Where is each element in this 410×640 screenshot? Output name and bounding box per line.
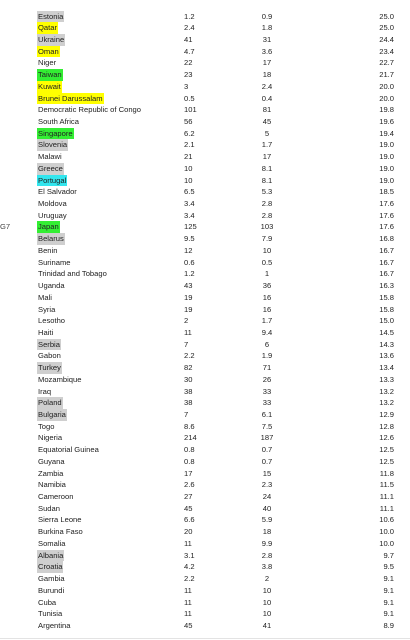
value-col-3: 10.0 [379,527,394,537]
value-col-3: 12.5 [379,456,394,466]
country-name: Tunisia [38,609,63,619]
value-col-2: 16 [262,292,272,302]
value-col-2: 6.1 [261,409,273,419]
value-col-2: 0.7 [261,456,273,466]
country-name: Sierra Leone [38,515,82,525]
country-name: Bulgaria [38,409,66,419]
value-col-3: 9.1 [383,574,394,584]
value-col-2: 41 [262,620,272,630]
value-col-2: 9.9 [261,538,273,548]
country-name: Singapore [38,128,73,138]
country-name: Croatia [38,562,63,572]
country-name: Lesotho [38,316,66,326]
value-col-1: 4.7 [184,46,195,56]
table-row [0,339,410,351]
table-row [0,163,410,175]
value-col-1: 125 [184,222,197,232]
table-row [0,397,410,409]
value-col-1: 11 [184,597,192,607]
value-col-2: 10 [262,609,272,619]
country-name: Iraq [38,386,52,396]
country-name: Gambia [38,574,65,584]
value-col-3: 16.7 [379,257,394,267]
value-col-3: 9.1 [383,597,394,607]
country-name: Uganda [38,281,65,291]
value-col-2: 17 [262,58,272,68]
table-row [0,304,410,316]
value-col-1: 45 [184,503,193,513]
value-col-3: 11.1 [379,492,394,502]
table-row [0,409,410,421]
value-col-3: 24.4 [379,34,394,44]
table-row [0,233,410,245]
value-col-1: 1.2 [184,269,195,279]
value-col-2: 33 [262,398,272,408]
table-row [0,526,410,538]
value-col-3: 17.6 [379,222,394,232]
value-col-3: 9.7 [383,550,394,560]
country-name: Argentina [38,620,71,630]
value-col-3: 25.0 [379,11,394,21]
country-name: Niger [38,58,57,68]
country-name: Ukraine [38,34,65,44]
value-col-1: 2.2 [184,574,195,584]
value-col-2: 26 [262,374,272,384]
table-row [0,221,410,233]
value-col-1: 21 [184,152,193,162]
value-col-3: 25.0 [379,23,394,33]
value-col-3: 19.0 [379,140,394,150]
value-col-3: 12.9 [379,409,394,419]
value-col-3: 13.2 [379,398,394,408]
value-col-1: 0.6 [184,257,195,267]
value-col-3: 19.0 [379,163,394,173]
table-row [0,280,410,292]
value-col-2: 17 [262,152,272,162]
country-name: Albania [38,550,64,560]
value-col-2: 0.7 [261,445,273,455]
value-col-1: 10 [184,175,193,185]
country-name: Somalia [38,538,66,548]
country-name: Equatorial Guinea [38,445,99,455]
value-col-3: 8.9 [383,620,394,630]
table-row [0,315,410,327]
value-col-1: 82 [184,363,193,373]
value-col-2: 24 [262,492,272,502]
value-col-1: 7 [184,409,189,419]
country-name: Turkey [38,363,61,373]
table-row [0,444,410,456]
value-col-3: 13.6 [379,351,394,361]
value-col-3: 16.7 [379,245,394,255]
value-col-1: 3.1 [184,550,195,560]
value-col-3: 11.1 [379,503,394,513]
value-col-3: 19.4 [379,128,394,138]
country-name: Serbia [38,339,60,349]
value-col-2: 16 [262,304,272,314]
value-col-3: 9.1 [383,585,394,595]
country-name: Qatar [38,23,57,33]
value-col-1: 20 [184,527,193,537]
value-col-2: 0.9 [261,11,273,21]
value-col-1: 0.8 [184,445,195,455]
country-name: Moldova [38,199,67,209]
value-col-2: 15 [262,468,272,478]
table-row [0,257,410,269]
value-col-1: 4.2 [184,562,195,572]
value-col-3: 12.6 [379,433,394,443]
value-col-3: 10.0 [379,538,394,548]
value-col-1: 17 [184,468,193,478]
value-col-3: 11.5 [379,480,394,490]
table-row [0,608,410,620]
value-col-1: 2.6 [184,480,195,490]
table-row [0,456,410,468]
table-row [0,34,410,46]
country-name: Zambia [38,468,64,478]
table-row [0,479,410,491]
value-col-1: 38 [184,386,193,396]
table-row [0,585,410,597]
table-row [0,116,410,128]
table-row [0,432,410,444]
country-name: Burundi [38,585,65,595]
value-col-3: 13.3 [379,374,394,384]
country-name: Namibia [38,480,66,490]
value-col-2: 45 [262,116,272,126]
value-col-3: 20.0 [379,81,394,91]
table-row [0,11,410,23]
country-name: Syria [38,304,56,314]
table-row [0,268,410,280]
value-col-2: 1 [264,269,270,279]
country-name: Uruguay [38,210,67,220]
country-name: Taiwan [38,70,62,80]
country-name: Togo [38,421,55,431]
country-name: El Salvador [38,187,77,197]
value-col-3: 11.8 [379,468,394,478]
value-col-1: 6.6 [184,515,195,525]
value-col-3: 15.0 [379,316,394,326]
value-col-1: 6.2 [184,128,195,138]
value-col-1: 45 [184,620,193,630]
country-name: Slovenia [38,140,68,150]
country-name: Guyana [38,456,65,466]
table-row [0,597,410,609]
table-row [0,292,410,304]
table-row [0,573,410,585]
value-col-3: 15.8 [379,304,394,314]
value-col-3: 17.6 [379,210,394,220]
value-col-2: 81 [262,105,272,115]
table-row [0,561,410,573]
table-row [0,139,410,151]
country-name: Portugal [38,175,67,185]
value-col-2: 10 [262,597,272,607]
value-col-1: 0.8 [184,456,195,466]
value-col-2: 2.8 [261,550,273,560]
value-col-3: 19.8 [379,105,394,115]
table-row [0,421,410,433]
value-col-3: 21.7 [379,70,394,80]
value-col-2: 9.4 [261,327,273,337]
value-col-1: 19 [184,304,193,314]
table-row [0,538,410,550]
country-name: Malawi [38,152,62,162]
value-col-1: 11 [184,327,192,337]
value-col-1: 11 [184,585,192,595]
value-col-1: 101 [184,105,197,115]
value-col-1: 2.1 [184,140,195,150]
value-col-1: 30 [184,374,193,384]
value-col-3: 14.3 [379,339,394,349]
value-col-3: 15.8 [379,292,394,302]
country-name: Cuba [38,597,57,607]
value-col-3: 13.4 [379,363,394,373]
table-row [0,81,410,93]
value-col-2: 36 [262,281,272,291]
country-name: Benin [38,245,58,255]
value-col-1: 2.4 [184,23,195,33]
table-row [0,198,410,210]
table-row [0,468,410,480]
table-row [0,69,410,81]
value-col-2: 103 [260,222,274,232]
country-name: Democratic Republic of Congo [38,105,141,115]
value-col-3: 20.0 [379,93,394,103]
value-col-3: 12.5 [379,445,394,455]
value-col-1: 27 [184,492,193,502]
country-name: Trinidad and Tobago [38,269,107,279]
table-row [0,386,410,398]
value-col-2: 2.4 [261,81,273,91]
value-col-2: 40 [262,503,272,513]
value-col-2: 7.9 [261,234,273,244]
country-name: Burkina Faso [38,527,83,537]
table-row [0,57,410,69]
table-row [0,362,410,374]
table-row [0,128,410,140]
country-name: Haiti [38,327,54,337]
value-col-1: 3 [184,81,189,91]
group-label: G7 [0,222,11,232]
value-col-1: 3.4 [184,199,195,209]
value-col-1: 11 [184,609,192,619]
value-col-2: 2.3 [261,480,273,490]
value-col-1: 2 [184,316,189,326]
country-name: Suriname [38,257,71,267]
value-col-1: 2.2 [184,351,195,361]
value-col-1: 56 [184,116,193,126]
value-col-2: 5.3 [261,187,273,197]
value-col-2: 10 [262,245,272,255]
value-col-2: 1.8 [261,23,273,33]
value-col-1: 43 [184,281,193,291]
country-name: South Africa [38,116,79,126]
value-col-3: 19.0 [379,175,394,185]
value-col-2: 0.5 [261,257,273,267]
table-row [0,514,410,526]
bottom-border [0,638,410,639]
value-col-2: 8.1 [261,175,273,185]
table-row [0,350,410,362]
value-col-2: 2.8 [261,210,273,220]
value-col-3: 9.5 [383,562,394,572]
value-col-2: 18 [262,70,272,80]
country-name: Gabon [38,351,61,361]
value-col-3: 16.3 [379,281,394,291]
table-row [0,620,410,632]
value-col-2: 5.9 [261,515,273,525]
value-col-2: 1.7 [261,316,273,326]
value-col-3: 16.7 [379,269,394,279]
value-col-1: 19 [184,292,193,302]
value-col-3: 22.7 [379,58,394,68]
table-row [0,186,410,198]
value-col-2: 0.4 [261,93,273,103]
value-col-3: 9.1 [383,609,394,619]
country-name: Estonia [38,11,64,21]
value-col-3: 12.8 [379,421,394,431]
table-row [0,245,410,257]
table-row [0,175,410,187]
country-name: Nigeria [38,433,63,443]
value-col-1: 22 [184,58,193,68]
value-col-2: 7.5 [261,421,273,431]
country-name: Brunei Darussalam [38,93,103,103]
country-name: Kuwait [38,81,61,91]
value-col-3: 10.6 [379,515,394,525]
country-name: Poland [38,398,62,408]
value-col-1: 23 [184,70,193,80]
value-col-1: 3.4 [184,210,195,220]
value-col-2: 8.1 [261,163,273,173]
value-col-2: 187 [260,433,274,443]
table-row [0,327,410,339]
value-col-1: 1.2 [184,11,195,21]
value-col-1: 41 [184,34,193,44]
value-col-1: 8.6 [184,421,195,431]
table-row [0,104,410,116]
value-col-2: 1.7 [261,140,273,150]
value-col-2: 33 [262,386,272,396]
value-col-1: 10 [184,163,193,173]
country-name: Mali [38,292,52,302]
value-col-1: 12 [184,245,193,255]
value-col-1: 214 [184,433,197,443]
table-row [0,503,410,515]
value-col-2: 2.8 [261,199,273,209]
value-col-3: 17.6 [379,199,394,209]
table-row [0,550,410,562]
value-col-2: 71 [262,363,272,373]
table-row [0,22,410,34]
country-name: Mozambique [38,374,82,384]
country-name: Greece [38,163,63,173]
country-name: Belarus [38,234,64,244]
value-col-3: 16.8 [379,234,394,244]
value-col-2: 3.8 [261,562,273,572]
country-name: Cameroon [38,492,74,502]
table-row [0,491,410,503]
value-col-3: 19.6 [379,116,394,126]
table-row [0,46,410,58]
table-row [0,374,410,386]
country-name: Sudan [38,503,60,513]
value-col-1: 9.5 [184,234,195,244]
value-col-2: 5 [264,128,270,138]
value-col-2: 31 [262,34,272,44]
value-col-2: 1.9 [261,351,273,361]
value-col-3: 19.0 [379,152,394,162]
value-col-2: 18 [262,527,272,537]
value-col-1: 7 [184,339,189,349]
value-col-1: 6.5 [184,187,195,197]
value-col-2: 3.6 [261,46,273,56]
value-col-3: 13.2 [379,386,394,396]
value-col-1: 0.5 [184,93,195,103]
country-name: Japan [38,222,59,232]
value-col-2: 6 [264,339,270,349]
value-col-3: 14.5 [379,327,394,337]
value-col-1: 38 [184,398,193,408]
value-col-1: 11 [184,538,192,548]
value-col-2: 2 [264,574,270,584]
value-col-3: 18.5 [379,187,394,197]
value-col-2: 10 [262,585,272,595]
table-row [0,151,410,163]
table-row [0,210,410,222]
table-row [0,93,410,105]
country-name: Oman [38,46,59,56]
value-col-3: 23.4 [379,46,394,56]
